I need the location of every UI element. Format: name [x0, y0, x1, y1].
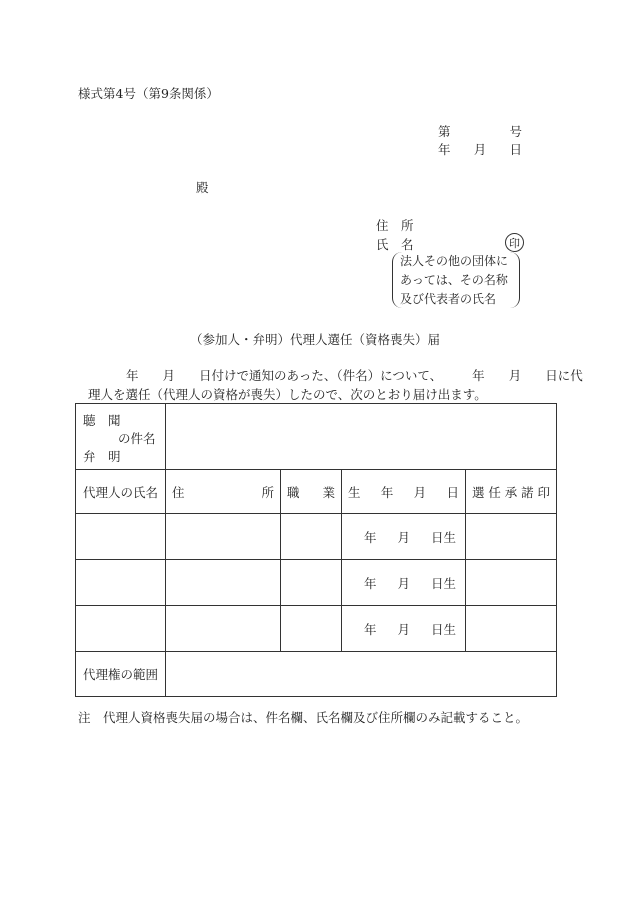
agent-consent-cell[interactable] — [466, 606, 557, 652]
case-label-explanation: 弁 明 — [83, 449, 121, 464]
case-name-label-cell — [76, 404, 166, 470]
corporate-note-bracket — [392, 252, 520, 308]
header-address: 住 所 — [166, 470, 281, 514]
agent-occupation-cell[interactable] — [281, 606, 342, 652]
number-prefix: 第 — [438, 124, 451, 139]
agent-address-cell[interactable] — [166, 560, 281, 606]
agent-birthdate-cell[interactable]: 年 月 日生 — [342, 514, 466, 560]
document-number-row — [438, 122, 522, 140]
agent-name-cell[interactable] — [76, 560, 166, 606]
footnote: 注 代理人資格喪失届の場合は、件名欄、氏名欄及び住所欄のみ記載すること。 — [78, 710, 529, 725]
date-day: 日 — [509, 142, 522, 157]
date-month: 月 — [473, 142, 487, 157]
date-year: 年 — [438, 142, 451, 157]
agent-address-cell[interactable] — [166, 606, 281, 652]
table-row — [76, 606, 557, 652]
scope-of-authority-input-cell[interactable] — [166, 652, 557, 697]
document-title: （参加人・弁明）代理人選任（資格喪失）届 — [189, 332, 440, 347]
agent-occupation-cell[interactable] — [281, 514, 342, 560]
applicant-address-label: 住 所 — [376, 218, 414, 233]
number-suffix: 号 — [509, 124, 522, 139]
agent-birthdate-cell[interactable]: 年 月 日生 — [342, 606, 466, 652]
case-label-hearing: 聴 聞 — [83, 413, 121, 428]
corporate-note-line: あっては、その名称 — [400, 273, 508, 287]
agent-birthdate-cell[interactable]: 年 月 日生 — [342, 560, 466, 606]
table-row — [76, 514, 557, 560]
form-number: 様式第4号（第9条関係） — [78, 86, 219, 101]
agent-address-cell[interactable] — [166, 514, 281, 560]
header-birthdate: 生 年 月 日 — [342, 470, 466, 514]
scope-of-authority-label: 代理権の範囲 — [76, 652, 166, 697]
seal-mark: 印 — [505, 233, 524, 252]
applicant-name-label: 氏 名 — [376, 237, 414, 252]
agent-name-cell[interactable] — [76, 606, 166, 652]
header-occupation: 職 業 — [281, 470, 342, 514]
agent-table — [75, 403, 557, 697]
agent-consent-cell[interactable] — [466, 560, 557, 606]
corporate-note-line: 法人その他の団体に — [400, 254, 509, 268]
corporate-note-line: 及び代表者の氏名 — [400, 292, 497, 306]
document-date-row — [438, 140, 522, 158]
body-text-line-1: 年 月 日付けで通知のあった、（件名）について、 年 月 日に代 — [126, 368, 583, 383]
agent-occupation-cell[interactable] — [281, 560, 342, 606]
agent-consent-cell[interactable] — [466, 514, 557, 560]
header-agent-name: 代理人の氏名 — [76, 470, 166, 514]
case-label-name: の件名 — [118, 431, 156, 446]
agent-name-cell[interactable] — [76, 514, 166, 560]
addressee-suffix: 殿 — [196, 180, 209, 195]
body-text-line-2: 理人を選任（代理人の資格が喪失）したので、次のとおり届け出ます。 — [88, 387, 487, 402]
header-consent-seal: 選 任 承 諾 印 — [466, 470, 557, 514]
case-name-input-cell[interactable] — [166, 404, 557, 470]
table-row — [76, 560, 557, 606]
